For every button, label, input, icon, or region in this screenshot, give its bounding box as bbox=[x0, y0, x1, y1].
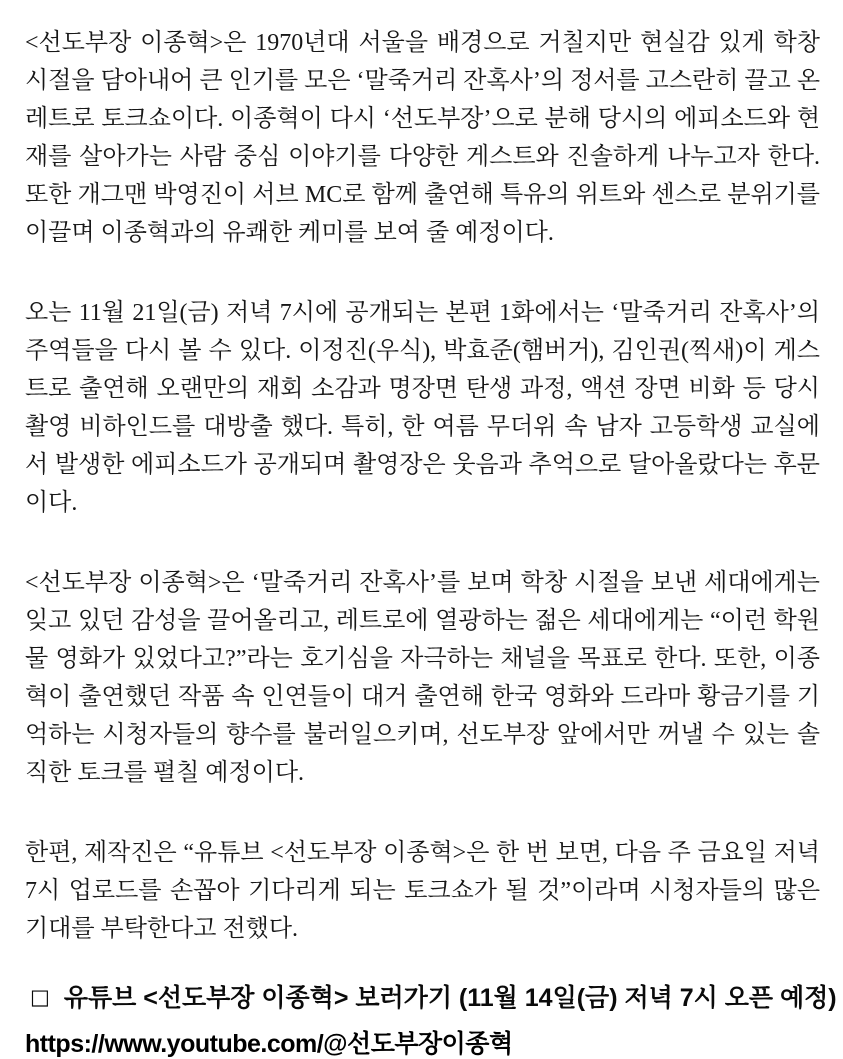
youtube-cta-text: 유튜브 <선도부장 이종혁> 보러가기 (11월 14일(금) 저녁 7시 오픈 예정) bbox=[63, 984, 837, 1012]
youtube-channel-url-link[interactable]: https://www.youtube.com/@선도부장이종혁 bbox=[25, 1030, 513, 1058]
square-bullet-icon: □ bbox=[30, 984, 50, 1009]
paragraph-show-intro: <선도부장 이종혁>은 1970년대 서울을 배경으로 거칠지만 현실감 있게 학창 시절을 담아내어 큰 인기를 모은 ‘말죽거리 잔혹사’의 정서를 고스란히 끌고 온 레트로 토크쇼이다. 이종혁이 다시 ‘선도부장’으로 분해 당시의 에피소드와 현재를 살아가는 사람 중심 이야기를 다양한 게스트와 진솔하게 나누고자 한다. 또한 개그맨 박영진이 서브 MC로 함께 출연해 특유의 위트와 센스로 분위기를 이끌며 이종혁과의 유쾌한 케미를 보여 줄 예정이다. bbox=[25, 30, 820, 246]
paragraph-episode1-guests: 오는 11월 21일(금) 저녁 7시에 공개되는 본편 1화에서는 ‘말죽거리 잔혹사’의 주역들을 다시 볼 수 있다. 이정진(우식), 박효준(햄버거), 김인권(찍새)이 게스트로 출연해 오랜만의 재회 소감과 명장면 탄생 과정, 액션 장면 비화 등 당시 촬영 비하인드를 대방출 했다. 특히, 한 여름 무더위 속 남자 고등학생 교실에서 발생한 에피소드가 공개되며 촬영장은 웃음과 추억으로 달아올랐다는 후문이다. bbox=[25, 300, 820, 516]
youtube-cta-line bbox=[30, 982, 837, 1014]
paragraph-channel-goal: <선도부장 이종혁>은 ‘말죽거리 잔혹사’를 보며 학창 시절을 보낸 세대에게는 잊고 있던 감성을 끌어올리고, 레트로에 열광하는 젊은 세대에게는 “이런 학원물 영화가 있었다고?”라는 호기심을 자극하는 채널을 목표로 한다. 또한, 이종혁이 출연했던 작품 속 인연들이 대거 출연해 한국 영화와 드라마 황금기를 기억하는 시청자들의 향수를 불러일으키며, 선도부장 앞에서만 꺼낼 수 있는 솔직한 토크를 펼칠 예정이다. bbox=[25, 570, 820, 786]
paragraph-producers-comment: 한편, 제작진은 “유튜브 <선도부장 이종혁>은 한 번 보면, 다음 주 금요일 저녁 7시 업로드를 손꼽아 기다리게 되는 토크쇼가 될 것”이라며 시청자들의 많은 기대를 부탁한다고 전했다. bbox=[25, 840, 820, 942]
